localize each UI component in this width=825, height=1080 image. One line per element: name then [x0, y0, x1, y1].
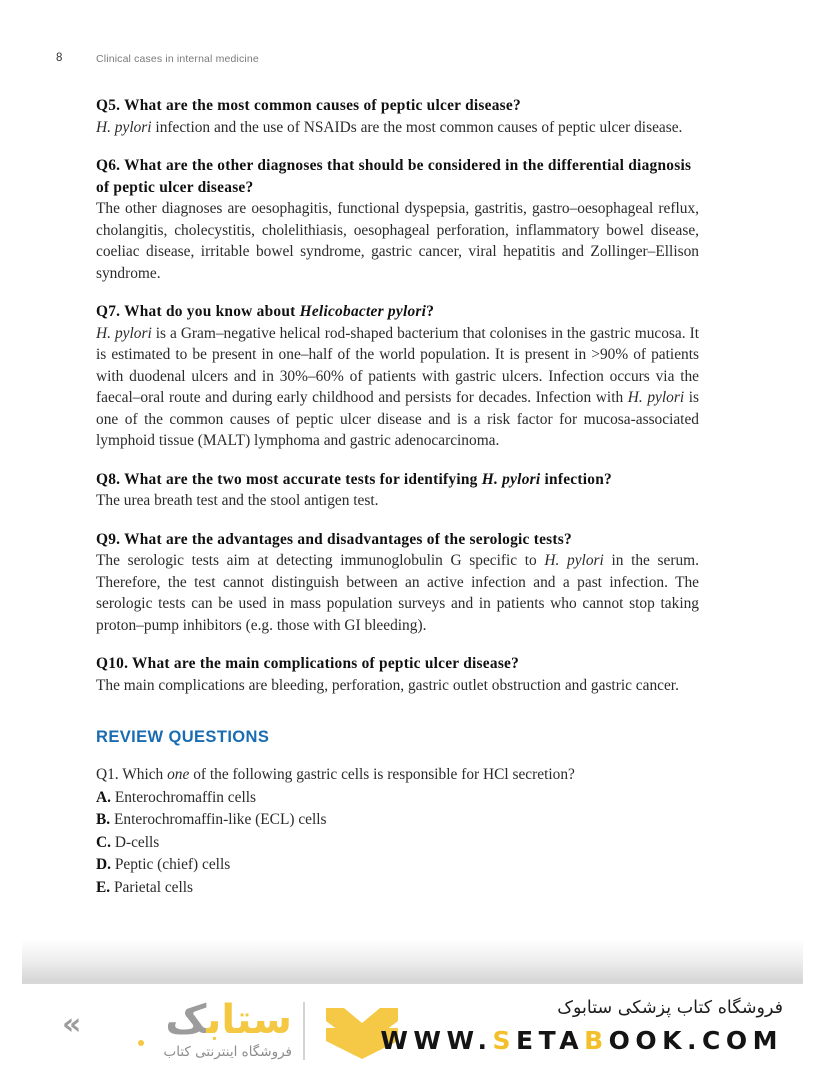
- answer-text-q6: The other diagnoses are oesophagitis, functional dyspepsia, gastritis, gastro–oesophageal reflux, cholangitis, cholecystitis, cholelithiasis, oesophageal perforation, inflammatory bowel disease, coeliac disease, irritable bowel syndrome, gastric cancer, viral hepatitis and Zollinger–Ellison syndrome.: [96, 200, 699, 282]
- qa-block-q10: [96, 653, 699, 696]
- question-suffix-q7: ?: [426, 303, 435, 320]
- site-url-text[interactable]: [380, 1026, 783, 1055]
- question-heading-q7: [96, 301, 699, 323]
- review-question-text: Q1. Which: [96, 766, 168, 783]
- url-part-eta: ETA: [516, 1026, 585, 1055]
- question-text-q7: Q7. What do you know about: [96, 303, 300, 320]
- answer-tail-q9: in the serum. Therefore, the test cannot distinguish between an active infection and a past infection. The serologic tests can be used in mass population surveys and in patients who cannot stop taking proton–pump inhibitors (e.g. those with GI bleeding).: [96, 552, 699, 634]
- brand-tagline-farsi: فروشگاه اینترنتی کتاب: [163, 1044, 292, 1060]
- answer-text-q8: The urea breath test and the stool antigen test.: [96, 492, 379, 509]
- review-question-suffix: of the following gastric cells is responsible for HCl secretion?: [189, 766, 575, 783]
- option-text-a: Enterochromaffin cells: [114, 788, 256, 806]
- answer-body-q5: [96, 117, 699, 139]
- option-text-e: Parietal cells: [113, 878, 194, 896]
- answer-option-e[interactable]: [96, 877, 699, 900]
- qa-block-q8: [96, 469, 699, 512]
- question-text-q8: Q8. What are the two most accurate tests for identifying: [96, 470, 482, 488]
- qa-block-q5: [96, 95, 699, 138]
- option-text-c: D-cells: [114, 833, 160, 851]
- answer-text-q5: infection and the use of NSAIDs are the most common causes of peptic ulcer disease.: [151, 118, 683, 136]
- qa-block-q9: [96, 529, 699, 637]
- question-italic-q8: H. pylori: [481, 470, 541, 488]
- qa-block-q6: [96, 155, 699, 284]
- question-heading-q5: Q5. What are the most common causes of peptic ulcer disease?: [96, 97, 521, 114]
- answer-body-q8: [96, 490, 699, 512]
- option-letter-c: C.: [96, 833, 111, 851]
- answer-body-q10: [96, 675, 699, 697]
- answer-option-b[interactable]: [96, 809, 699, 832]
- option-letter-b: B.: [96, 811, 111, 828]
- text-column: [96, 95, 699, 899]
- url-letter-b: B: [584, 1026, 609, 1055]
- review-questions-heading: REVIEW QUESTIONS: [96, 728, 270, 746]
- answer-body-q7: [96, 323, 699, 452]
- setabook-logo[interactable]: [60, 994, 380, 1070]
- option-text-d: Peptic (chief) cells: [114, 856, 231, 873]
- page-number: 8: [56, 52, 63, 64]
- option-letter-e: E.: [96, 878, 111, 896]
- question-suffix-q8: infection?: [540, 470, 612, 488]
- answer-option-c[interactable]: [96, 832, 699, 855]
- question-heading-q9: Q9. What are the advantages and disadvantages of the serologic tests?: [96, 530, 572, 548]
- question-heading-q10: Q10. What are the main complications of peptic ulcer disease?: [96, 655, 520, 672]
- running-head: [0, 52, 825, 70]
- answer-body-q9: [96, 550, 699, 636]
- double-chevron-icon: «: [62, 1007, 82, 1042]
- footer-inner: [0, 984, 825, 1080]
- option-text-b: Enterochromaffin-like (ECL) cells: [113, 811, 327, 828]
- running-title: Clinical cases in internal medicine: [96, 53, 259, 65]
- brand-wordmark-gray: ک: [165, 997, 207, 1043]
- option-letter-d: D.: [96, 856, 111, 873]
- review-questions-section: [96, 728, 699, 899]
- answer-text-q10: The main complications are bleeding, perforation, gastric outlet obstruction and gastric cancer.: [96, 676, 679, 694]
- answer-text-q9: The serologic tests aim at detecting immunoglobulin G specific to: [96, 552, 545, 569]
- footer-watermark-bar: [0, 984, 825, 1080]
- url-part-www: WWW.: [380, 1026, 493, 1055]
- answer-body-q6: [96, 198, 699, 284]
- review-question-italic: one: [167, 766, 190, 783]
- qa-block-q7: [96, 301, 699, 452]
- page-bottom-shadow: [22, 940, 803, 984]
- question-italic-q7: Helicobacter pylori: [299, 303, 427, 320]
- site-tagline-farsi: فروشگاه کتاب پزشکی ستابوک: [557, 998, 783, 1018]
- question-heading-q8: [96, 469, 699, 491]
- answer-italic-lead-q5: H. pylori: [96, 118, 152, 136]
- answer-option-d[interactable]: [96, 854, 699, 877]
- brand-wordmark-farsi: [82, 998, 292, 1042]
- brand-wordmark-yellow: ستاب: [206, 997, 292, 1043]
- question-heading-q6: Q6. What are the other diagnoses that should be considered in the differential diagnosis of peptic ulcer disease?: [96, 157, 692, 196]
- answer-italic-mid-q9: H. pylori: [544, 552, 604, 569]
- answer-italic-mid-q7: H. pylori: [627, 389, 685, 406]
- option-letter-a: A.: [96, 788, 111, 806]
- answer-tail-q7: is one of the common causes of peptic ulcer disease and is a risk factor for mucosa-associated lymphoid tissue (MALT) lymphoma and gastric adenocarcinoma.: [96, 389, 699, 449]
- answer-text-q7: is a Gram–negative helical rod-shaped bacterium that colonises in the gastric mucosa. It is estimated to be present in one–half of the world population. It is present in >90% of patients with duodenal ulcers and in 30%–60% of patients with gastric ulcers. Infection occurs via the faecal–oral route and during early childhood and persists for decades. Infection with: [96, 324, 699, 406]
- url-letter-s: S: [492, 1026, 517, 1055]
- answer-italic-lead-q7: H. pylori: [96, 324, 152, 342]
- url-part-ook-com: OOK.COM: [608, 1026, 783, 1055]
- logo-divider: [303, 1002, 305, 1060]
- review-question-q1: [96, 764, 699, 787]
- answer-option-a[interactable]: [96, 787, 699, 810]
